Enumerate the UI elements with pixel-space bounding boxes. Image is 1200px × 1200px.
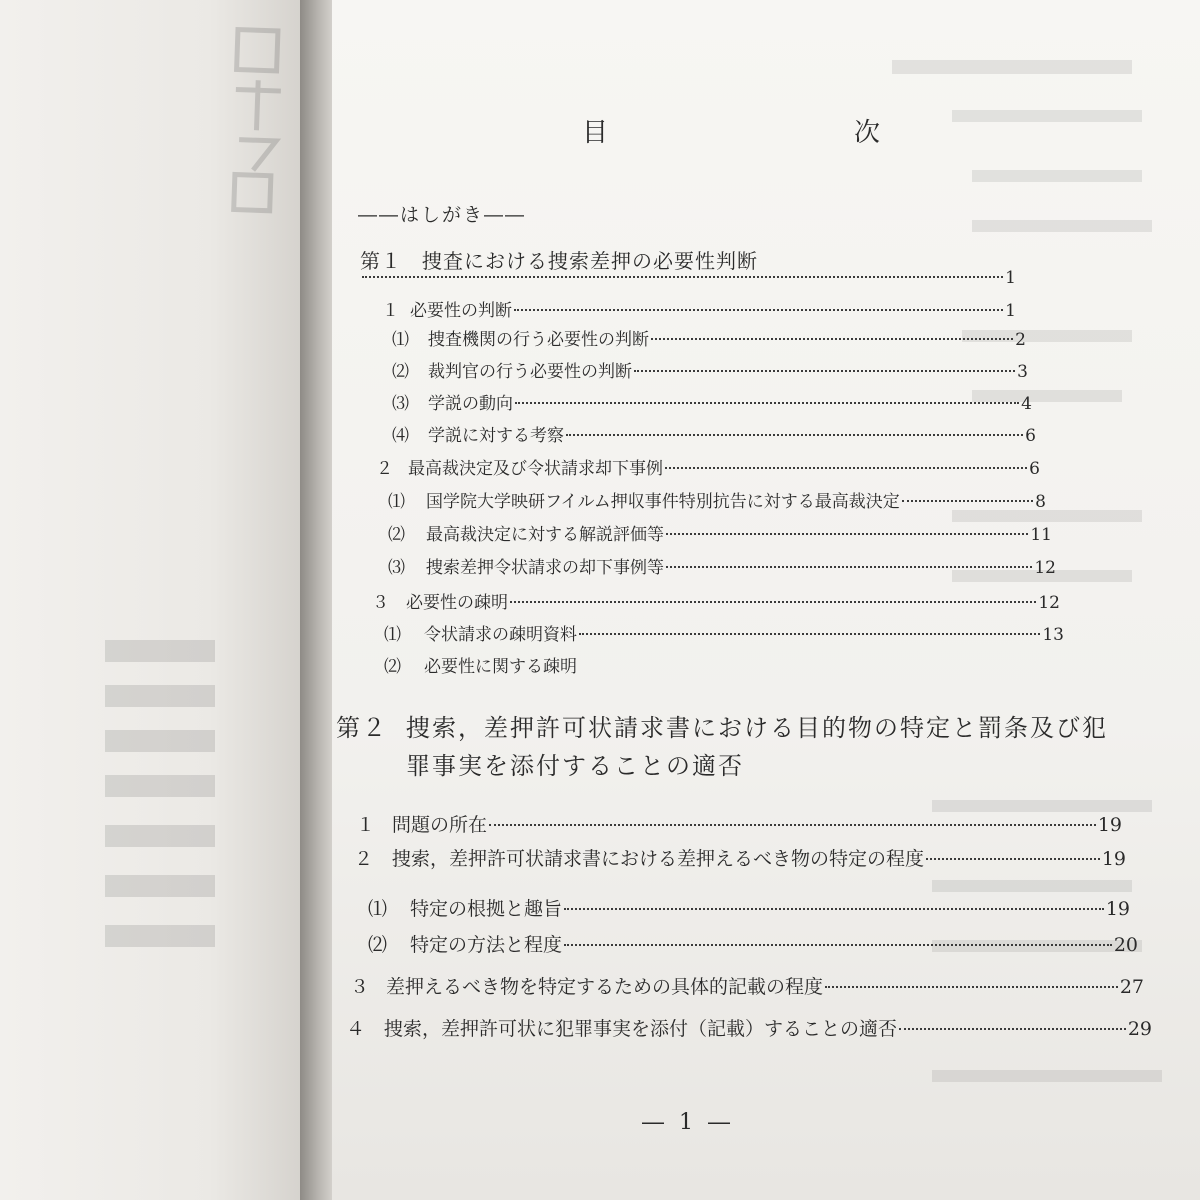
entry-number: １ (382, 301, 399, 321)
toc-entry (392, 325, 1026, 350)
entry-number: ２ (354, 848, 374, 870)
entry-number: ⑷ (392, 426, 409, 446)
page-ref: 6 (1029, 459, 1040, 479)
toc-entry (384, 652, 577, 677)
toc-entry (384, 620, 1064, 645)
page-ref: 13 (1042, 625, 1064, 645)
entry-number: ２ (376, 459, 393, 479)
entry-label: 捜索，差押許可状に犯罪事実を添付（記載）することの適否 (384, 1018, 898, 1040)
page-ref: 12 (1038, 593, 1060, 613)
entry-number: ⑶ (388, 558, 405, 578)
page-ref: 19 (1097, 814, 1122, 836)
page-ref: 6 (1025, 426, 1036, 446)
toc-entry (356, 810, 1122, 837)
toc-entry (392, 389, 1032, 414)
toc-entry (372, 588, 1060, 613)
chapter-number: 第１ (360, 249, 402, 273)
entry-label: 特定の方法と程度 (410, 934, 563, 956)
chapter-2-heading-continued: 罪事実を添付することの適否 (406, 752, 744, 780)
entry-number: ⑵ (388, 525, 405, 545)
toc-entry (350, 972, 1144, 999)
entry-label: 必要性の疎明 (406, 593, 508, 613)
entry-number: ⑵ (392, 362, 409, 382)
page-ref: 20 (1113, 934, 1138, 956)
toc-entry (368, 930, 1138, 957)
page-ref: 1 (1005, 268, 1016, 288)
entry-number: ⑴ (384, 625, 401, 645)
entry-number: ⑴ (392, 330, 409, 350)
entry-number: ⑴ (368, 898, 388, 920)
chapter-number: 第２ (336, 714, 388, 742)
toc-entry (388, 553, 1056, 578)
toc-intro: ――はしがき―― (358, 204, 527, 226)
entry-label: 捜査機関の行う必要性の判断 (428, 330, 649, 350)
toc-entry (388, 520, 1052, 545)
toc-entry (346, 1014, 1152, 1041)
page-ref: 11 (1030, 525, 1052, 545)
entry-label: 最高裁決定及び令状請求却下事例 (408, 459, 663, 479)
entry-label: 問題の所在 (392, 814, 488, 836)
left-page (0, 0, 300, 1200)
entry-label: 学説の動向 (428, 394, 513, 414)
right-page (332, 0, 1200, 1200)
page-ref: 12 (1034, 558, 1056, 578)
toc-title: 目 次 (582, 118, 991, 148)
entry-label: 必要性に関する疎明 (424, 657, 577, 677)
entry-number: ⑶ (392, 394, 409, 414)
entry-number: ⑵ (384, 657, 401, 677)
bleed-through-list-mark (85, 630, 235, 1010)
entry-number: ⑴ (388, 492, 405, 512)
entry-label: 捜索差押令状請求の却下事例等 (426, 558, 664, 578)
entry-number: ４ (346, 1018, 366, 1040)
toc-entry (382, 296, 1016, 321)
entry-label: 国学院大学映研フイルム押収事件特別抗告に対する最高裁決定 (426, 492, 900, 512)
entry-label: 令状請求の疎明資料 (424, 625, 577, 645)
toc-entry (376, 454, 1040, 479)
entry-number: １ (356, 814, 376, 836)
chapter-title: 捜索，差押許可状請求書における目的物の特定と罰条及び犯 (406, 714, 1108, 742)
entry-number: ⑵ (368, 934, 388, 956)
toc-entry (388, 487, 1046, 512)
chapter-title: 捜査における捜索差押の必要性判断 (422, 249, 758, 273)
toc-entry (392, 421, 1036, 446)
entry-label: 裁判官の行う必要性の判断 (428, 362, 632, 382)
bleed-through-title-mark (201, 8, 298, 221)
page-ref: 29 (1127, 1018, 1152, 1040)
page-ref: 2 (1015, 330, 1026, 350)
page-ref: 3 (1017, 362, 1028, 382)
toc-entry (368, 894, 1130, 921)
entry-label: 差押えるべき物を特定するための具体的記載の程度 (386, 976, 824, 998)
page-number: ― 1 ― (642, 1110, 734, 1135)
page-ref: 19 (1105, 898, 1130, 920)
toc-entry (360, 268, 1016, 288)
toc-entry (354, 844, 1126, 871)
toc-entry (392, 357, 1028, 382)
page-ref: 8 (1035, 492, 1046, 512)
entry-label: 捜索，差押許可状請求書における差押えるべき物の特定の程度 (392, 848, 925, 870)
entry-label: 特定の根拠と趣旨 (410, 898, 563, 920)
page-ref: 19 (1101, 848, 1126, 870)
entry-label: 必要性の判断 (410, 301, 512, 321)
entry-number: ３ (372, 593, 389, 613)
page-ref: 4 (1021, 394, 1032, 414)
entry-label: 学説に対する考察 (428, 426, 564, 446)
entry-number: ３ (350, 976, 370, 998)
page-ref: 1 (1005, 301, 1016, 321)
page-ref: 27 (1119, 976, 1144, 998)
entry-label: 最高裁決定に対する解説評価等 (426, 525, 664, 545)
chapter-2-heading (336, 708, 1108, 743)
